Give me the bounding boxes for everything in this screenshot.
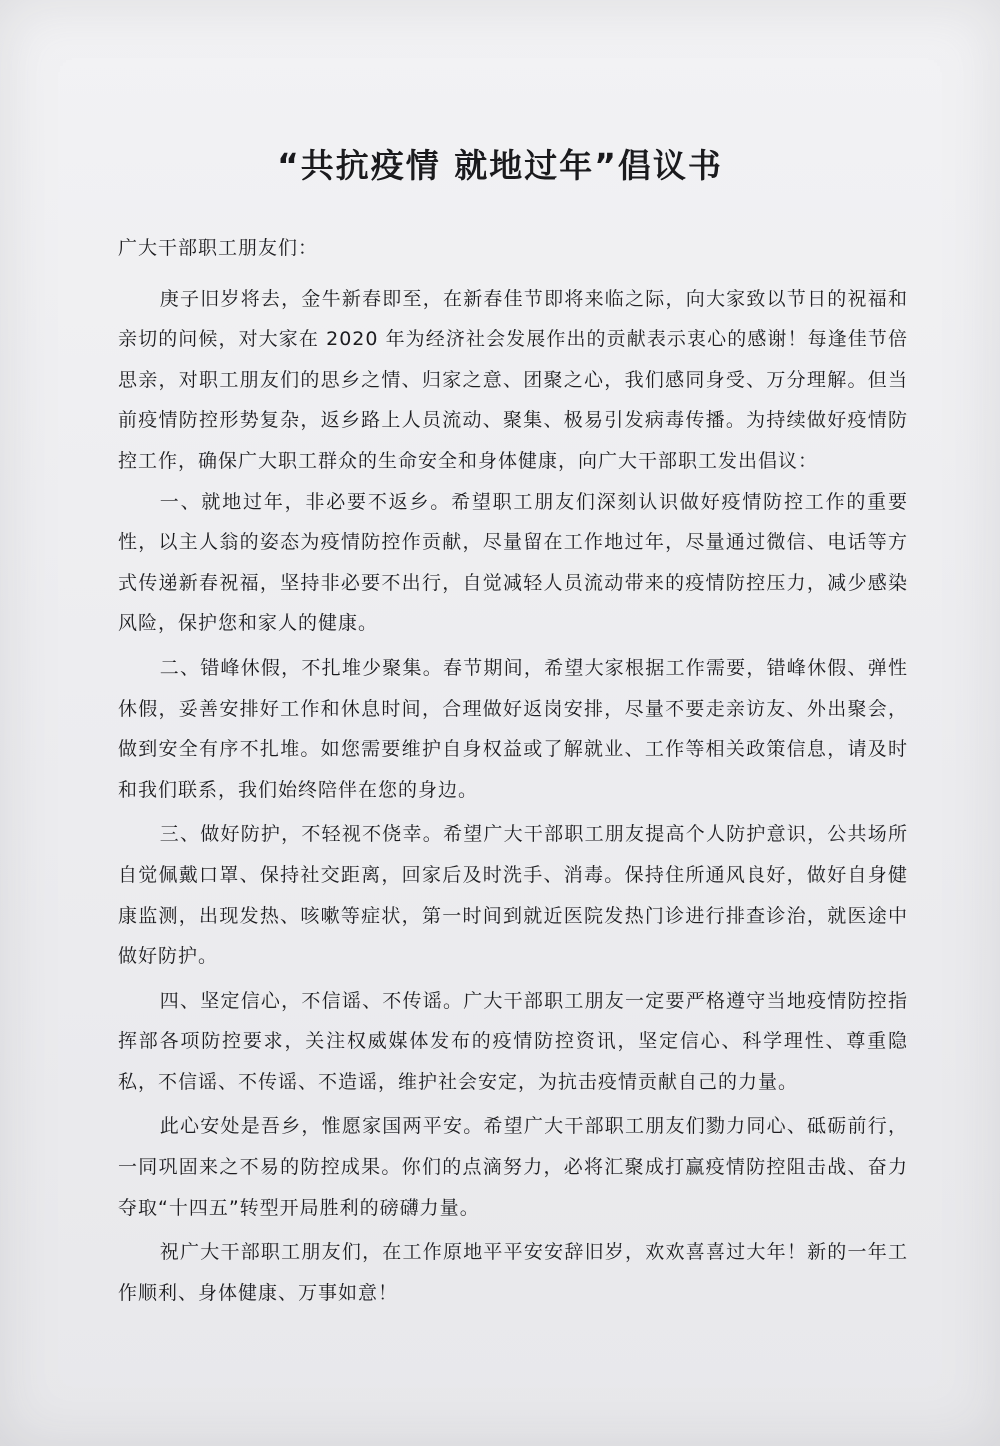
paragraph-point-4: 四、坚定信心，不信谣、不传谣。广大干部职工朋友一定要严格遵守当地疫情防控指挥部各项防控要求，关注权威媒体发布的疫情防控资讯，坚定信心、科学理性、尊重隐私，不信谣、不传谣、不造谣，维护社会安定，为抗击疫情贡献自己的力量。 <box>118 989 908 1093</box>
salutation: 广大干部职工朋友们： <box>118 237 319 259</box>
document-body <box>118 228 908 1313</box>
paragraph-closing: 此心安处是吾乡，惟愿家国两平安。希望广大干部职工朋友们勠力同心、砥砺前行，一同巩固来之不易的防控成果。你们的点滴努力，必将汇聚成打赢疫情防控阻击战、奋力夺取“十四五”转型开局胜利的磅礴力量。 <box>118 1115 908 1219</box>
paragraph-point-3: 三、做好防护，不轻视不侥幸。希望广大干部职工朋友提高个人防护意识，公共场所自觉佩戴口罩、保持社交距离，回家后及时洗手、消毒。保持住所通风良好，做好自身健康监测，出现发热、咳嗽等症状，第一时间到就近医院发热门诊进行排查诊治，就医途中做好防护。 <box>118 823 908 968</box>
paragraph-wishes: 祝广大干部职工朋友们，在工作原地平平安安辞旧岁，欢欢喜喜过大年！新的一年工作顺利、身体健康、万事如意！ <box>118 1241 908 1304</box>
paragraph-point-1: 一、就地过年，非必要不返乡。希望职工朋友们深刻认识做好疫情防控工作的重要性，以主人翁的姿态为疫情防控作贡献，尽量留在工作地过年，尽量通过微信、电话等方式传递新春祝福，坚持非必要不出行，自觉减轻人员流动带来的疫情防控压力，减少感染风险，保护您和家人的健康。 <box>118 490 908 635</box>
paragraph-intro: 庚子旧岁将去，金牛新春即至，在新春佳节即将来临之际，向大家致以节日的祝福和亲切的问候，对大家在 2020 年为经济社会发展作出的贡献表示衷心的感谢！每逢佳节倍思亲，对职工朋友们的思乡之情、归家之意、团聚之心，我们感同身受、万分理解。但当前疫情防控形势复杂，返乡路上人员流动、聚集、极易引发病毒传播。为持续做好疫情防控工作，确保广大职工群众的生命安全和身体健康，向广大干部职工发出倡议： <box>118 287 908 472</box>
document-title: “共抗疫情 就地过年”倡议书 <box>277 146 723 185</box>
paragraph-point-2: 二、错峰休假，不扎堆少聚集。春节期间，希望大家根据工作需要，错峰休假、弹性休假，妥善安排好工作和休息时间，合理做好返岗安排，尽量不要走亲访友、外出聚会，做到安全有序不扎堆。如您需要维护自身权益或了解就业、工作等相关政策信息，请及时和我们联系，我们始终陪伴在您的身边。 <box>118 656 908 801</box>
